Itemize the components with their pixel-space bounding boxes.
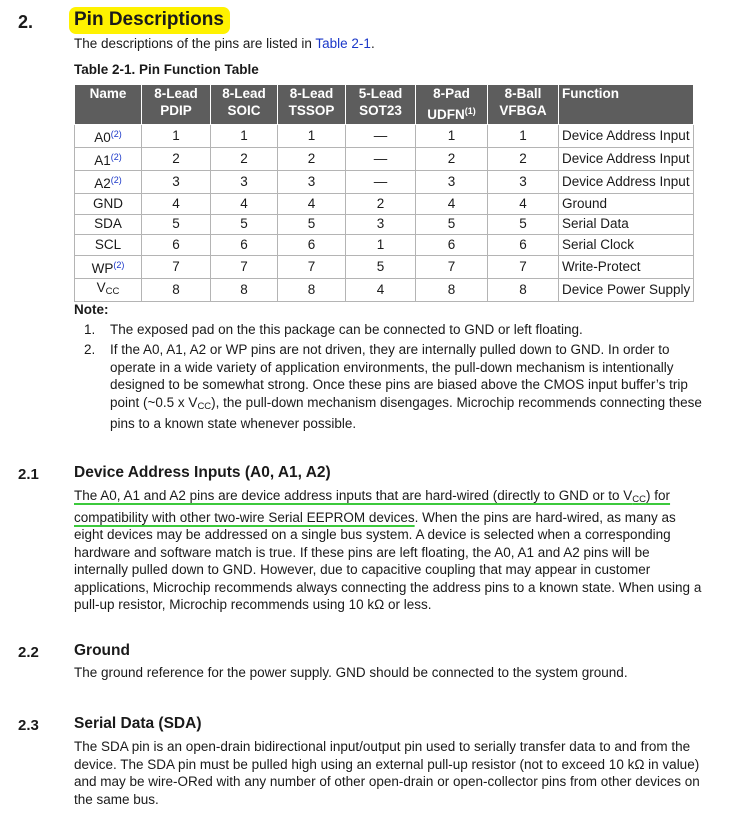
pin-number-cell: 3 — [416, 171, 488, 194]
pin-number-cell: 3 — [142, 171, 211, 194]
pin-function-cell: Serial Clock — [559, 235, 694, 256]
footnote-ref[interactable]: (2) — [110, 175, 122, 185]
pin-number-cell: 6 — [488, 235, 559, 256]
pin-number-cell: 8 — [488, 278, 559, 301]
page-title: Pin Descriptions — [69, 7, 230, 34]
pin-number-cell: 7 — [142, 255, 211, 278]
pin-number-cell: 5 — [211, 214, 278, 235]
section-title: Device Address Inputs (A0, A1, A2) — [74, 464, 331, 481]
pin-number-cell: 7 — [211, 255, 278, 278]
footnote-ref[interactable]: (1) — [464, 105, 476, 116]
pin-function-cell: Device Address Input — [559, 171, 694, 194]
section-number: 2. — [18, 12, 34, 32]
pin-number-cell: — — [346, 148, 416, 171]
pin-name-cell: A1$^{(2)}$ — [75, 148, 142, 171]
table-row — [75, 125, 694, 148]
table-row — [75, 171, 694, 194]
pin-number-cell: 4 — [488, 194, 559, 215]
pin-number-cell: — — [346, 171, 416, 194]
section-paragraph: The SDA pin is an open-drain bidirectional input/output pin used to serially transfer data to and from the device. The SDA pin must be pulled high using an external pull-up resistor (not to exceed 10 kΩ in value) and may be wire-ORed with any number of other open-drain or open-collector pins from other devices on the same bus. — [74, 739, 700, 807]
col-header-function: Function — [559, 85, 694, 125]
pin-number-cell: 8 — [211, 278, 278, 301]
pin-number-cell: — — [346, 125, 416, 148]
section-title: Ground — [74, 642, 130, 659]
pin-number-cell: 1 — [488, 125, 559, 148]
intro-text: The descriptions of the pins are listed in Table 2-1. — [74, 36, 375, 51]
section-number: 2.1 — [18, 466, 39, 483]
pin-number-cell: 1 — [142, 125, 211, 148]
pin-number-cell: 8 — [278, 278, 346, 301]
pin-function-cell: Device Power Supply — [559, 278, 694, 301]
section-number: 2.2 — [18, 644, 39, 661]
section-paragraph: The ground reference for the power supply. GND should be connected to the system ground. — [74, 665, 628, 680]
pin-number-cell: 3 — [488, 171, 559, 194]
table-row — [75, 148, 694, 171]
col-header-vfbga: 8-Ball VFBGA — [488, 85, 559, 125]
pin-number-cell: 6 — [211, 235, 278, 256]
table-row — [75, 255, 694, 278]
pin-number-cell: 4 — [142, 194, 211, 215]
pin-number-cell: 4 — [211, 194, 278, 215]
pin-number-cell: 2 — [416, 148, 488, 171]
table-row — [75, 194, 694, 215]
pin-number-cell: 2 — [142, 148, 211, 171]
pin-name-cell: SCL — [75, 235, 142, 256]
section-title: Serial Data (SDA) — [74, 715, 202, 732]
pin-name-cell: A0$^{(2)}$ — [75, 125, 142, 148]
pin-function-cell: Device Address Input — [559, 148, 694, 171]
pin-function-cell: Device Address Input — [559, 125, 694, 148]
pin-number-cell: 6 — [416, 235, 488, 256]
pin-number-cell: 5 — [142, 214, 211, 235]
pin-number-cell: 3 — [346, 214, 416, 235]
pin-number-cell: 1 — [346, 235, 416, 256]
col-header-pdip: 8-Lead PDIP — [142, 85, 211, 125]
table-link[interactable]: Table 2-1 — [315, 36, 371, 51]
pin-function-cell: Serial Data — [559, 214, 694, 235]
footnote-ref[interactable]: (2) — [110, 152, 122, 162]
pin-number-cell: 1 — [211, 125, 278, 148]
pin-number-cell: 8 — [142, 278, 211, 301]
pin-number-cell: 8 — [416, 278, 488, 301]
col-header-name: Name — [75, 85, 142, 125]
table-row — [75, 278, 694, 301]
note-item: 2. If the A0, A1, A2 or WP pins are not driven, they are internally pulled down to GND. In order to operate in a wide variety of application environments, the pull-down mechanism is intentionally designed to be somewhat strong. Once these pins are biased above the CMOS input buffer’s trip point (~0.5 x $V_{CC}$), the pull-down mechanism disengages. Microchip recommends connecting these pins to a known state whenever possible. — [84, 342, 702, 431]
table-row — [75, 235, 694, 256]
pin-number-cell: 1 — [416, 125, 488, 148]
note-item: 1. The exposed pad on the this package can be connected to GND or left floating. — [84, 322, 583, 337]
pin-number-cell: 7 — [416, 255, 488, 278]
footnote-ref[interactable]: (2) — [110, 129, 122, 139]
table-row — [75, 214, 694, 235]
pin-number-cell: 6 — [278, 235, 346, 256]
pin-number-cell: 7 — [488, 255, 559, 278]
pin-number-cell: 1 — [278, 125, 346, 148]
notes-list — [74, 321, 704, 435]
section-paragraph: The A0, A1 and A2 pins are device address inputs that are hard-wired (directly to GND or to $V_{CC}$) for compatibility with other two-wire Serial EEPROM devices. When the pins are hard-wired, as many as eight devices may be addressed on a single bus system. A device is selected when a corresponding hardware and software match is true. If these pins are left floating, the A0, A1 and A2 pins will be internally pulled down to GND. However, due to capacitive coupling that may appear in customer applications, Microchip recommends always connecting the address pins to a known state. When using a pull-up resistor, Microchip recommends using 10 kΩ or less. — [74, 488, 702, 612]
pin-number-cell: 5 — [416, 214, 488, 235]
pin-number-cell: 4 — [416, 194, 488, 215]
pin-function-table — [74, 84, 694, 302]
pin-number-cell: 4 — [278, 194, 346, 215]
pin-number-cell: 2 — [211, 148, 278, 171]
pin-number-cell: 5 — [488, 214, 559, 235]
table-header-row — [75, 85, 694, 125]
section-number: 2.3 — [18, 717, 39, 734]
pin-number-cell: 4 — [346, 278, 416, 301]
pin-number-cell: 5 — [346, 255, 416, 278]
pin-name-cell: $V_{CC}$ — [75, 278, 142, 301]
pin-number-cell: 7 — [278, 255, 346, 278]
pin-number-cell: 3 — [278, 171, 346, 194]
col-header-sot23: 5-Lead SOT23 — [346, 85, 416, 125]
footnote-ref[interactable]: (2) — [113, 259, 125, 270]
pin-function-cell: Write-Protect — [559, 255, 694, 278]
pin-name-cell: SDA — [75, 214, 142, 235]
pin-name-cell: GND — [75, 194, 142, 215]
col-header-soic: 8-Lead SOIC — [211, 85, 278, 125]
pin-function-cell: Ground — [559, 194, 694, 215]
col-header-udfn: 8-Pad UDFN$^{(1)}$ — [416, 85, 488, 125]
pin-number-cell: 6 — [142, 235, 211, 256]
pin-name-cell: WP$^{(2)}$ — [75, 255, 142, 278]
note-heading: Note: — [74, 302, 109, 317]
pin-number-cell: 3 — [211, 171, 278, 194]
pin-number-cell: 5 — [278, 214, 346, 235]
pin-number-cell: 2 — [278, 148, 346, 171]
pin-number-cell: 2 — [346, 194, 416, 215]
table-caption: Table 2-1. Pin Function Table — [74, 62, 259, 77]
pin-name-cell: A2$^{(2)}$ — [75, 171, 142, 194]
highlighted-text: The A0, A1 and A2 pins are device address inputs that are hard-wired (directly to GND or to $V_{CC}$) for compatibility with other two-wire Serial EEPROM devices — [74, 488, 671, 525]
pin-number-cell: 2 — [488, 148, 559, 171]
col-header-tssop: 8-Lead TSSOP — [278, 85, 346, 125]
